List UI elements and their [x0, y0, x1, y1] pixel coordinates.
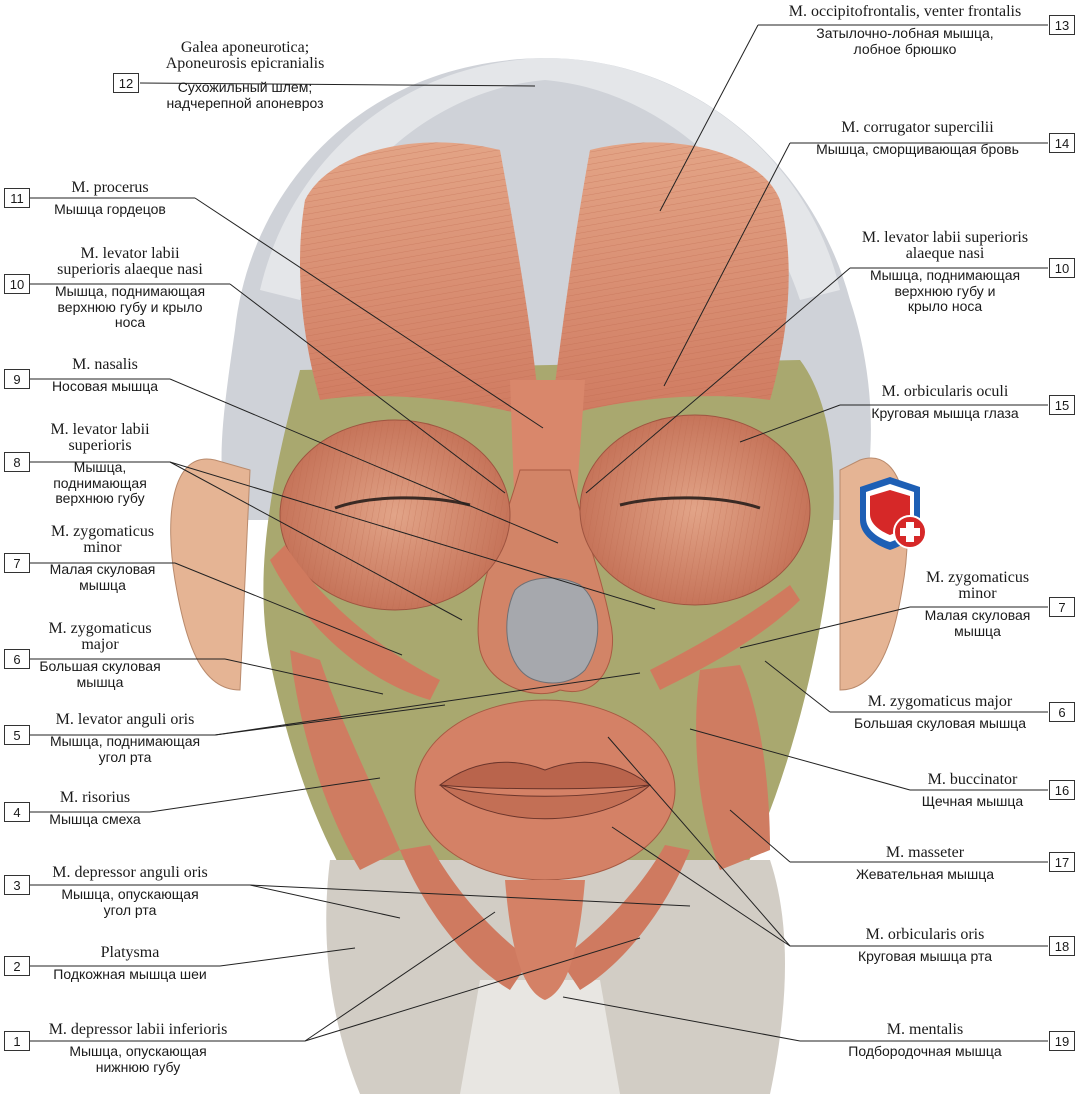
label-risorius [30, 790, 160, 828]
label-galea [130, 40, 360, 111]
russian-name: Мышца, поднимающая верхнюю губу и крыло носа [54, 283, 206, 331]
latin-name: M. zygomaticus major [867, 693, 1013, 710]
label-number-15: 15 [1049, 395, 1075, 415]
label-number-13: 13 [1049, 15, 1075, 35]
latin-name: M. levator labii superioris alaeque nasi [57, 245, 203, 278]
label-number-3: 3 [4, 875, 30, 895]
russian-name: Мышца, поднимающая угол рта [49, 733, 201, 765]
label-number-6-right: 6 [1049, 702, 1075, 722]
latin-name: M. orbicularis oculi [881, 383, 1009, 400]
label-number-10-left: 10 [4, 274, 30, 294]
nasal-cartilage [507, 578, 598, 683]
russian-name: Малая скуловая мышца [924, 607, 1031, 639]
label-zygomaticus-major-right [835, 694, 1045, 732]
label-platysma [30, 945, 230, 983]
label-corrugator [790, 120, 1045, 158]
russian-name: Сухожильный шлем; надчерепной апоневроз [166, 79, 324, 111]
label-number-9: 9 [4, 369, 30, 389]
label-number-4: 4 [4, 802, 30, 822]
russian-name: Большая скуловая мышца [39, 658, 161, 690]
label-masseter [810, 845, 1040, 883]
russian-name: Мышца, поднимающая верхнюю губу и крыло носа [869, 267, 1021, 315]
label-number-7-left: 7 [4, 553, 30, 573]
label-levator-labii-alaeque-left [30, 246, 230, 331]
label-number-19: 19 [1049, 1031, 1075, 1051]
label-number-1: 1 [4, 1031, 30, 1051]
label-number-16: 16 [1049, 780, 1075, 800]
label-zygomaticus-major-left [30, 621, 170, 690]
russian-name: Подкожная мышца шеи [53, 966, 207, 982]
label-orbicularis-oris [810, 927, 1040, 965]
label-levator-anguli-oris [30, 712, 220, 765]
russian-name: Круговая мышца глаза [871, 405, 1019, 421]
label-number-11: 11 [4, 188, 30, 208]
russian-name: Подбородочная мышца [848, 1043, 1002, 1059]
label-number-6-left: 6 [4, 649, 30, 669]
label-number-10-right: 10 [1049, 258, 1075, 278]
latin-name: M. buccinator [927, 771, 1018, 788]
latin-name: M. levator labii superioris [50, 421, 150, 454]
russian-name: Круговая мышца рта [857, 948, 993, 964]
label-levator-labii-alaeque-right [840, 230, 1050, 315]
label-number-14: 14 [1049, 133, 1075, 153]
label-levator-labii-superioris [30, 422, 170, 507]
russian-name: Затылочно-лобная мышца, лобное брюшко [816, 25, 994, 57]
russian-name: Щечная мышца [921, 793, 1024, 809]
latin-name: M. mentalis [886, 1021, 964, 1038]
latin-name: M. risorius [59, 789, 131, 806]
latin-name: M. occipitofrontalis, venter frontalis [788, 3, 1022, 20]
label-number-17: 17 [1049, 852, 1075, 872]
russian-name: Малая скуловая мышца [49, 561, 156, 593]
russian-name: Большая скуловая мышца [854, 715, 1026, 731]
label-orbicularis-oculi [850, 384, 1040, 422]
label-depressor-labii-inferioris [28, 1022, 248, 1075]
label-zygomaticus-minor-left [30, 524, 175, 593]
russian-name: Мышца смеха [49, 811, 141, 827]
latin-name: M. zygomaticus minor [925, 569, 1030, 602]
label-number-18: 18 [1049, 936, 1075, 956]
latin-name: M. masseter [885, 844, 965, 861]
latin-name: M. procerus [71, 179, 149, 196]
russian-name: Мышца, поднимающая верхнюю губу [53, 459, 147, 507]
label-number-2: 2 [4, 956, 30, 976]
label-number-12: 12 [113, 73, 139, 93]
latin-name: M. depressor anguli oris [52, 864, 208, 881]
latin-name: M. corrugator supercilii [841, 119, 994, 136]
latin-name: M. zygomaticus minor [50, 523, 155, 556]
label-depressor-anguli-oris [30, 865, 230, 918]
label-nasalis [30, 357, 180, 395]
latin-name: M. nasalis [72, 356, 138, 373]
russian-name: Мышца, опускающая нижнюю губу [69, 1043, 207, 1075]
label-zygomaticus-minor-right [905, 570, 1050, 639]
label-mentalis [810, 1022, 1040, 1060]
label-number-7-right: 7 [1049, 597, 1075, 617]
shield-logo-icon [860, 477, 926, 550]
label-number-5: 5 [4, 725, 30, 745]
russian-name: Носовая мышца [51, 378, 159, 394]
label-buccinator [900, 772, 1045, 810]
label-number-8: 8 [4, 452, 30, 472]
label-occipitofrontalis [760, 4, 1050, 57]
latin-name: Galea aponeurotica; Aponeurosis epicranialis [165, 39, 325, 72]
russian-name: Жевательная мышца [855, 866, 995, 882]
russian-name: Мышца, опускающая угол рта [61, 886, 199, 918]
left-ear [171, 459, 250, 690]
latin-name: M. levator anguli oris [55, 711, 195, 728]
latin-name: Platysma [100, 944, 160, 961]
latin-name: M. zygomaticus major [48, 620, 152, 653]
latin-name: M. orbicularis oris [865, 926, 985, 943]
latin-name: M. depressor labii inferioris [48, 1021, 228, 1038]
russian-name: Мышца гордецов [54, 201, 166, 217]
latin-name: M. levator labii superioris alaeque nasi [861, 229, 1029, 262]
russian-name: Мышца, сморщивающая бровь [816, 141, 1019, 157]
label-procerus [30, 180, 190, 218]
